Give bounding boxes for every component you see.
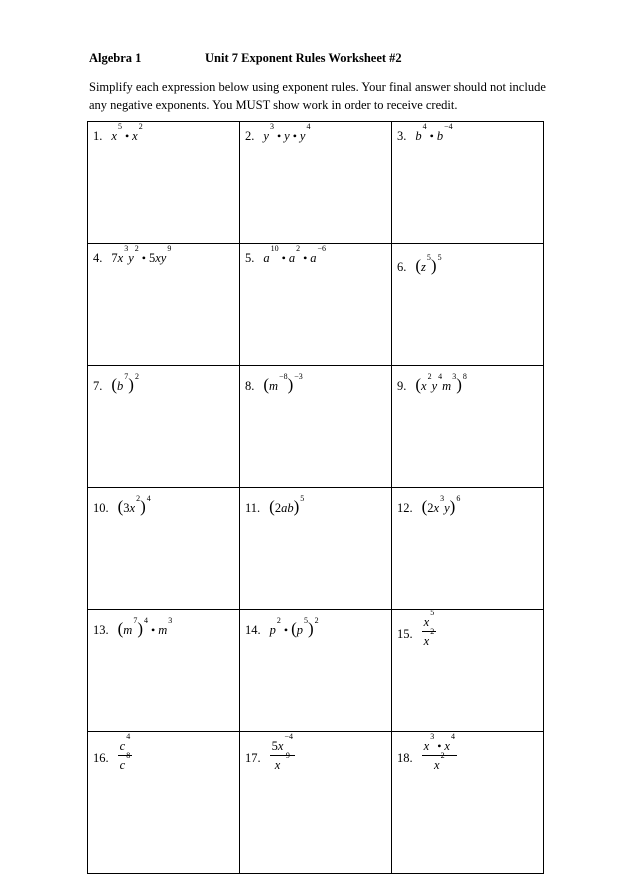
worksheet-header xyxy=(89,51,402,66)
dot-operator: • xyxy=(429,129,434,144)
right-paren: ) xyxy=(140,497,146,516)
right-paren: ) xyxy=(128,375,134,394)
exponent: 5 xyxy=(117,122,122,131)
base: x xyxy=(111,129,117,144)
problem-cell-11 xyxy=(240,488,392,610)
problem-number: 16. xyxy=(93,751,109,766)
base: x xyxy=(132,129,138,144)
outer-exponent: 8 xyxy=(462,371,467,381)
problem-number: 12. xyxy=(397,501,413,515)
problem-number: 13. xyxy=(93,623,109,637)
problem-cell-4 xyxy=(88,244,240,366)
fraction xyxy=(118,732,133,773)
base: b xyxy=(436,129,444,144)
base: m xyxy=(442,379,452,393)
base: ab xyxy=(281,501,294,515)
outer-exponent: 5 xyxy=(437,252,442,262)
left-paren: ( xyxy=(415,375,422,394)
problem-number: 1. xyxy=(93,129,103,144)
base: a xyxy=(263,251,270,266)
coefficient: 5 xyxy=(148,251,156,266)
course-name: Algebra 1 xyxy=(89,51,142,65)
problem-cell-12 xyxy=(392,488,544,610)
base: x xyxy=(423,739,430,754)
problem-cell-7 xyxy=(88,366,240,488)
base: p xyxy=(269,623,276,637)
base: x xyxy=(129,501,136,515)
problem-number: 9. xyxy=(397,379,407,393)
base: m xyxy=(269,379,279,393)
left-paren: ( xyxy=(269,497,275,516)
base: m xyxy=(123,623,133,637)
problem-number: 7. xyxy=(93,379,103,393)
base: y xyxy=(263,129,269,144)
worksheet-title: Unit 7 Exponent Rules Worksheet #2 xyxy=(205,51,402,65)
base: x xyxy=(433,501,440,515)
exponent: −8 xyxy=(279,371,288,381)
coefficient: 2 xyxy=(274,501,282,515)
problem-number: 2. xyxy=(245,129,255,144)
problem-cell-10 xyxy=(88,488,240,610)
problem-row xyxy=(88,610,544,732)
exponent: 2 xyxy=(276,615,281,625)
exponent: 4 xyxy=(422,122,427,131)
problem-number: 8. xyxy=(245,379,255,393)
dot-operator: • xyxy=(151,623,156,637)
right-paren: ) xyxy=(449,497,456,516)
left-paren: ( xyxy=(421,497,428,516)
right-paren: ) xyxy=(287,375,294,394)
dot-operator: • xyxy=(437,739,442,754)
exponent: −6 xyxy=(317,244,327,253)
problem-cell-16 xyxy=(88,732,240,874)
problem-cell-15 xyxy=(392,610,544,732)
exponent: 2 xyxy=(136,493,141,503)
problem-number: 15. xyxy=(397,627,413,642)
base: x xyxy=(421,379,427,393)
exponent: 8 xyxy=(126,751,131,761)
fraction xyxy=(422,732,457,773)
base: y xyxy=(160,251,167,266)
fraction xyxy=(422,608,437,649)
problem-number: 11. xyxy=(245,501,261,515)
exponent: 4 xyxy=(438,371,443,381)
base: m xyxy=(158,623,168,637)
problem-cell-2 xyxy=(240,122,392,244)
base: z xyxy=(421,260,426,274)
problem-cell-9 xyxy=(392,366,544,488)
instructions: Simplify each expression below using exponent rules. Your final answer should not include any negative exponents. You MUST show work in order to receive credit. xyxy=(89,80,546,112)
outer-exponent: 6 xyxy=(456,493,461,503)
base: x xyxy=(117,251,124,266)
exponent: −4 xyxy=(284,732,293,741)
exponent: 2 xyxy=(430,627,435,637)
exponent: 2 xyxy=(440,751,445,761)
exponent: 2 xyxy=(138,122,143,131)
exponent: 4 xyxy=(306,122,311,131)
outer-exponent: −3 xyxy=(294,371,303,381)
base: p xyxy=(296,623,303,637)
problem-number: 5. xyxy=(245,251,255,266)
problem-row xyxy=(88,122,544,244)
dot-operator: • xyxy=(283,623,289,637)
exponent: 5 xyxy=(304,615,308,625)
problem-row xyxy=(88,732,544,874)
exponent: 3 xyxy=(452,371,457,381)
outer-exponent: 5 xyxy=(300,493,305,503)
problem-grid xyxy=(87,121,544,874)
left-paren: ( xyxy=(415,256,422,275)
base: a xyxy=(288,251,296,266)
problem-row xyxy=(88,488,544,610)
exponent: −4 xyxy=(444,122,453,131)
exponent: 10 xyxy=(270,244,279,253)
coefficient: 3 xyxy=(123,501,130,515)
exponent: 3 xyxy=(168,615,173,625)
exponent: −9 xyxy=(281,751,290,761)
problem-row xyxy=(88,366,544,488)
problem-cell-17 xyxy=(240,732,392,874)
base: y xyxy=(284,129,290,144)
problem-cell-5 xyxy=(240,244,392,366)
left-paren: ( xyxy=(117,497,124,516)
base: x xyxy=(155,251,161,266)
right-paren: ) xyxy=(137,619,143,638)
problem-cell-3 xyxy=(392,122,544,244)
exponent: 2 xyxy=(427,371,432,381)
left-paren: ( xyxy=(263,375,270,394)
outer-exponent: 4 xyxy=(144,615,148,625)
problem-number: 14. xyxy=(245,623,261,637)
exponent: 3 xyxy=(430,732,435,741)
base: y xyxy=(128,251,134,266)
base: b xyxy=(415,129,422,144)
base: x xyxy=(277,739,284,754)
right-paren: ) xyxy=(308,619,314,638)
dot-operator: • xyxy=(303,251,308,266)
dot-operator: • xyxy=(124,129,130,144)
right-paren: ) xyxy=(430,256,437,275)
exponent: 3 xyxy=(124,244,129,253)
left-paren: ( xyxy=(111,375,118,394)
base: b xyxy=(117,379,124,393)
base: y xyxy=(299,129,306,144)
right-paren: ) xyxy=(456,375,462,394)
exponent: 3 xyxy=(440,493,445,503)
problem-number: 4. xyxy=(93,251,103,266)
problem-row xyxy=(88,244,544,366)
problem-cell-18 xyxy=(392,732,544,874)
problem-number: 10. xyxy=(93,501,109,515)
coefficient: 2 xyxy=(427,501,434,515)
base: x xyxy=(444,739,450,754)
outer-exponent: 4 xyxy=(146,493,151,503)
base: a xyxy=(310,251,317,266)
exponent: 5 xyxy=(430,608,435,617)
problem-cell-13 xyxy=(88,610,240,732)
dot-operator: • xyxy=(276,129,282,144)
base: y xyxy=(431,379,438,393)
exponent: 4 xyxy=(126,732,131,741)
base: x xyxy=(423,634,430,649)
fraction xyxy=(270,732,295,773)
outer-exponent: 2 xyxy=(314,615,319,625)
base: c xyxy=(119,739,126,754)
base: x xyxy=(423,615,430,630)
base: x xyxy=(434,758,440,773)
exponent: 7 xyxy=(133,615,138,625)
problem-cell-1 xyxy=(88,122,240,244)
exponent: 2 xyxy=(134,244,139,253)
left-paren: ( xyxy=(117,619,124,638)
base: x xyxy=(274,758,281,773)
exponent: 3 xyxy=(269,122,274,131)
coefficient: 5 xyxy=(271,739,278,754)
exponent: 7 xyxy=(124,371,129,381)
exponent: 5 xyxy=(426,252,431,262)
base: y xyxy=(444,501,450,515)
problem-cell-8 xyxy=(240,366,392,488)
dot-operator: • xyxy=(141,251,146,266)
exponent: 4 xyxy=(450,732,455,741)
right-paren: ) xyxy=(293,497,300,516)
coefficient: 7 xyxy=(111,251,118,266)
problem-number: 17. xyxy=(245,751,261,766)
base: c xyxy=(119,758,126,773)
problem-number: 3. xyxy=(397,129,407,144)
problem-number: 18. xyxy=(397,751,413,766)
problem-number: 6. xyxy=(397,260,407,274)
problem-cell-14 xyxy=(240,610,392,732)
exponent: 9 xyxy=(167,244,172,253)
left-paren: ( xyxy=(291,619,297,638)
problem-cell-6 xyxy=(392,244,544,366)
dot-operator: • xyxy=(292,129,297,144)
outer-exponent: 2 xyxy=(134,371,139,381)
dot-operator: • xyxy=(281,251,286,266)
exponent: 2 xyxy=(296,244,301,253)
